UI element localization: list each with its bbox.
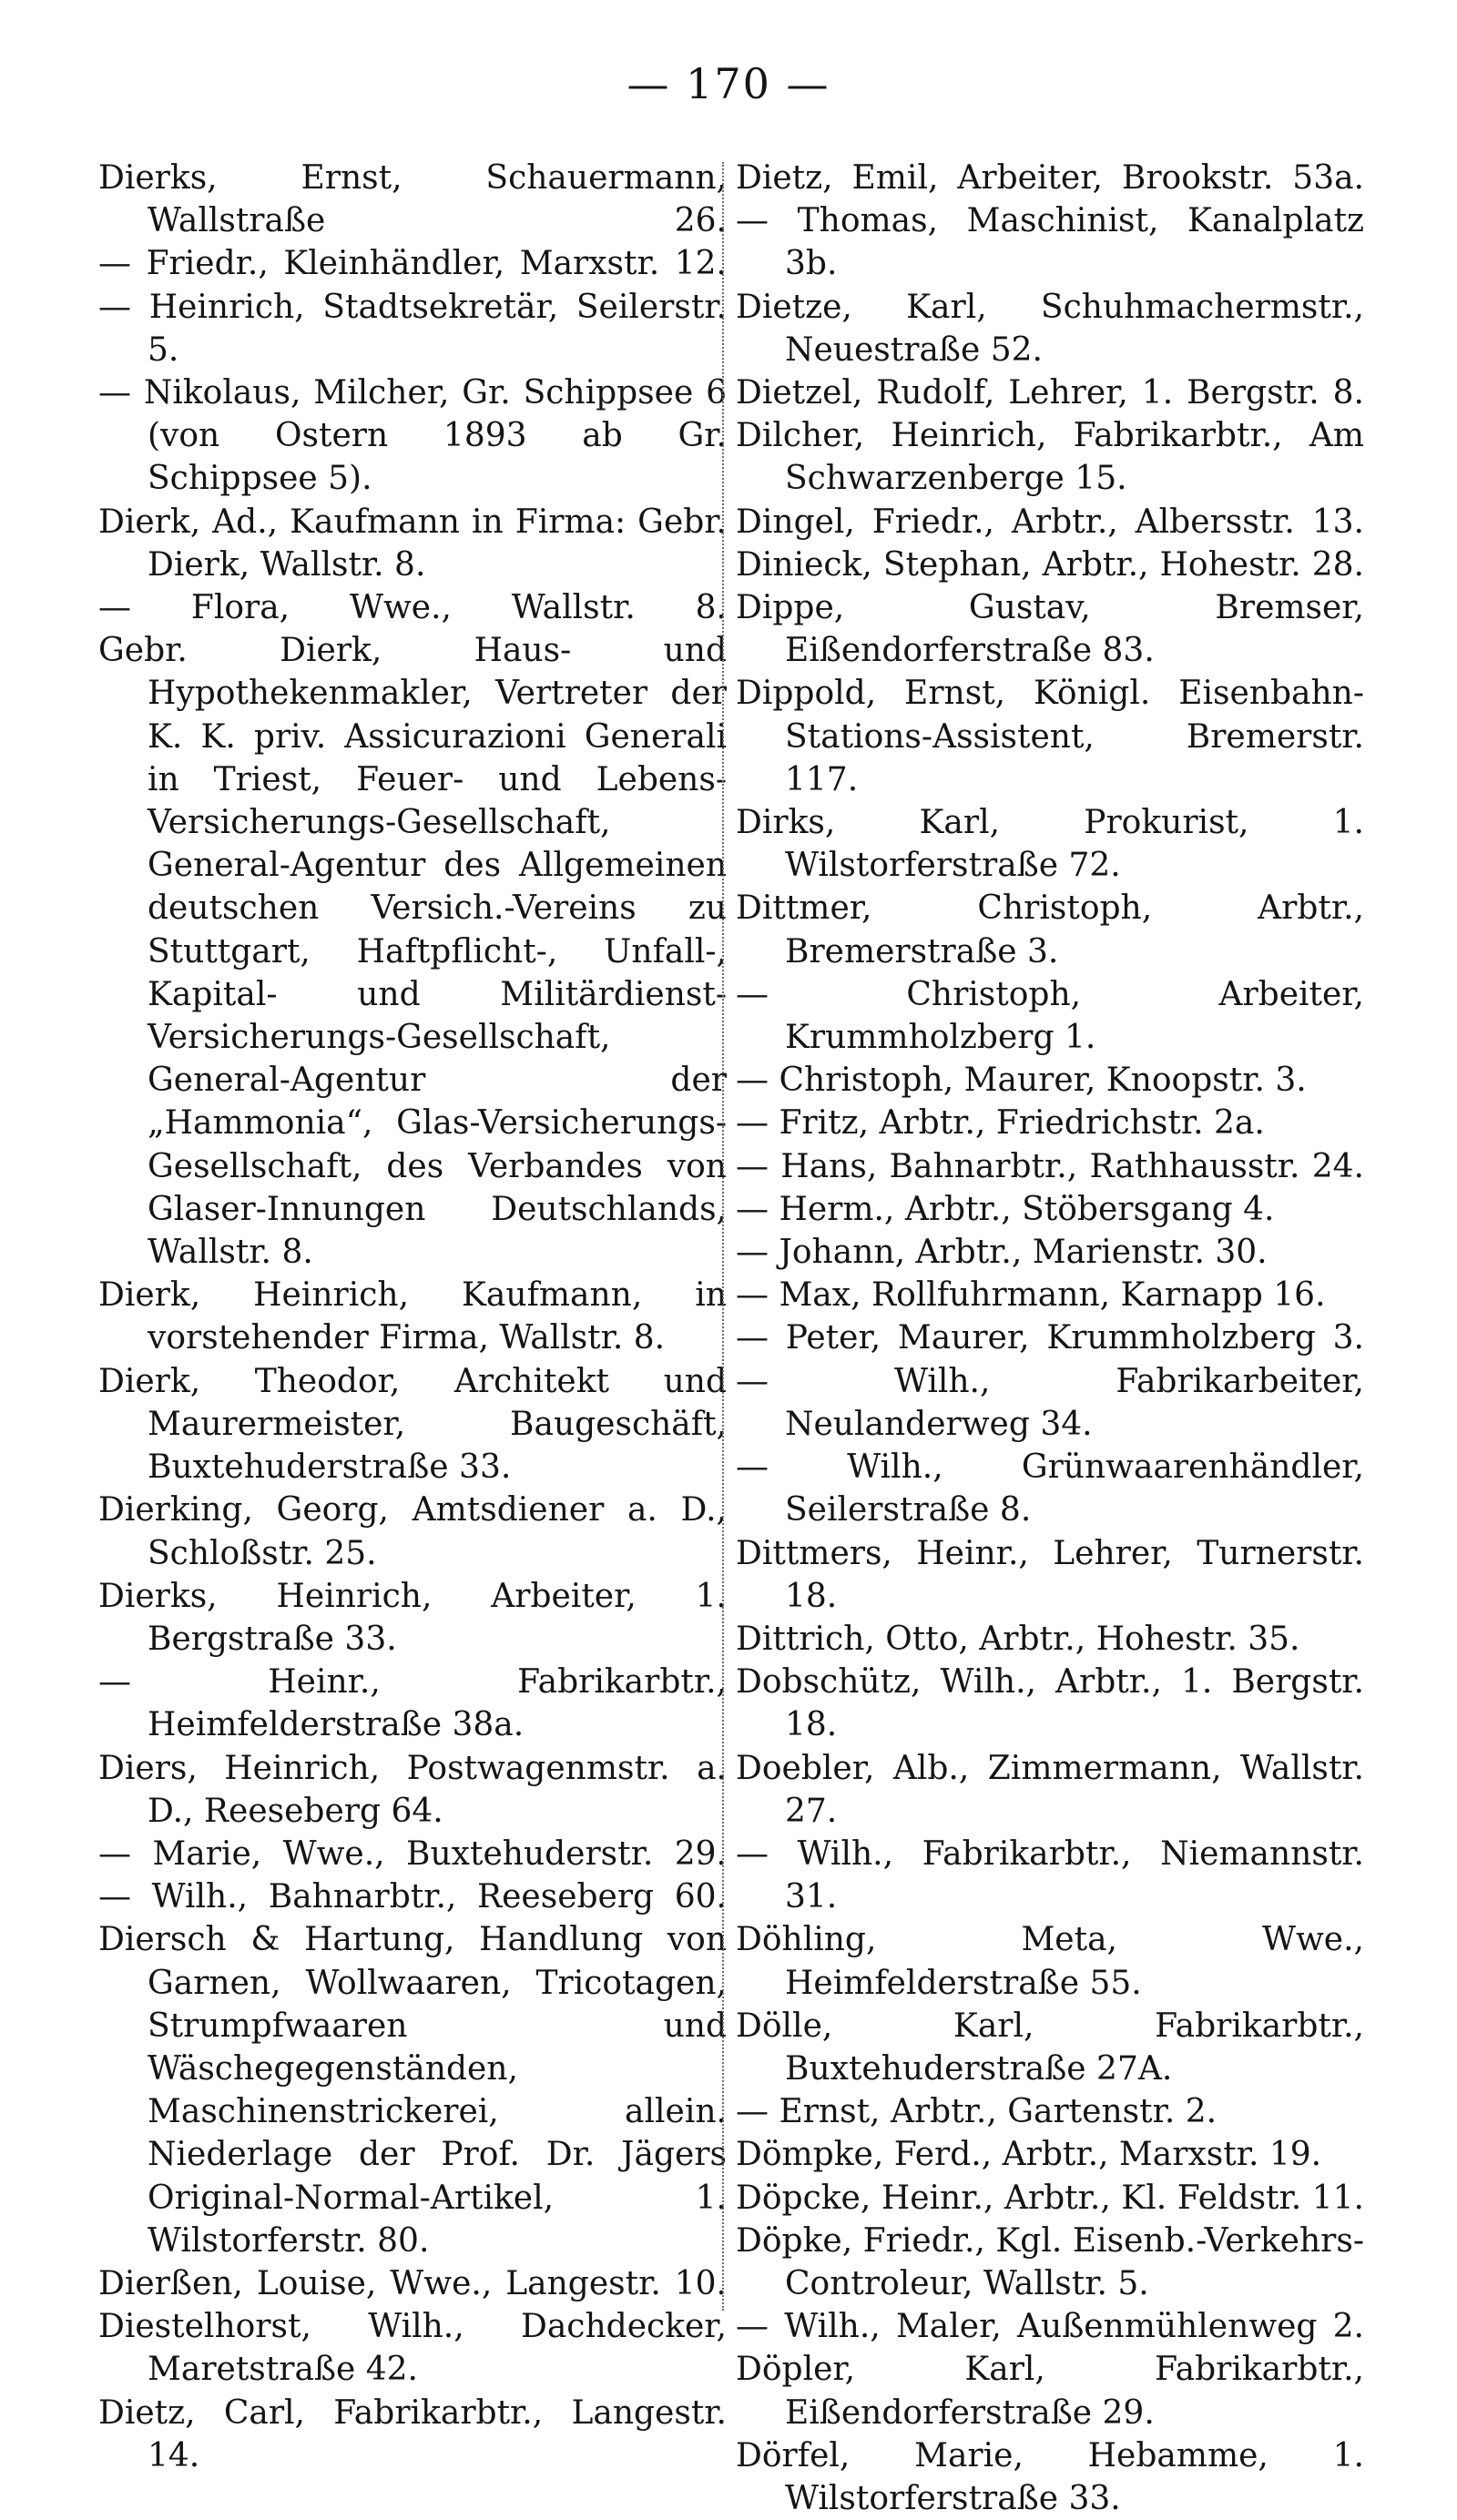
directory-entry: Dilcher, Heinrich, Fabrikarbtr., Am Schwarzenberge 15. xyxy=(736,417,1364,498)
directory-entry: Diers, Heinrich, Postwagenmstr. a. D., Reeseberg 64. xyxy=(98,1749,727,1830)
directory-entry: Dierßen, Louise, Wwe., Langestr. 10. xyxy=(98,2264,727,2302)
directory-entry: Dietze, Karl, Schuhmachermstr., Neuestraße 52. xyxy=(736,288,1364,369)
directory-entry: — Johann, Arbtr., Marienstr. 30. xyxy=(736,1234,1268,1272)
directory-entry: — Wilh., Fabrikarbtr., Niemannstr. 31. xyxy=(736,1834,1364,1916)
right-column xyxy=(736,157,1364,2520)
directory-entry: Dömpke, Ferd., Arbtr., Marxstr. 19. xyxy=(736,2136,1322,2174)
directory-entry: — Wilh., Fabrikarbeiter, Neulanderweg 34. xyxy=(736,1362,1364,1443)
directory-entry: — Ernst, Arbtr., Gartenstr. 2. xyxy=(736,2093,1218,2131)
directory-entry: Dierks, Ernst, Schauermann, Wallstraße 26. xyxy=(98,159,727,240)
directory-entry: Dölle, Karl, Fabrikarbtr., Buxtehuderstraße 27A. xyxy=(736,2007,1364,2088)
directory-entry: Dierk, Theodor, Architekt und Maurermeister, Baugeschäft, Buxtehuderstraße 33. xyxy=(98,1362,727,1487)
directory-entry: Dietzel, Rudolf, Lehrer, 1. Bergstr. 8. xyxy=(736,374,1364,412)
directory-entry: Diestelhorst, Wilh., Dachdecker, Maretstraße 42. xyxy=(98,2308,727,2389)
directory-entry: — Wilh., Bahnarbtr., Reeseberg 60. xyxy=(98,1878,727,1916)
directory-entry: Dierks, Heinrich, Arbeiter, 1. Bergstraße 33. xyxy=(98,1577,727,1658)
directory-entry: Dippe, Gustav, Bremser, Eißendorferstraße 83. xyxy=(736,589,1364,670)
directory-entry: Dittrich, Otto, Arbtr., Hohestr. 35. xyxy=(736,1620,1300,1658)
directory-entry: — Christoph, Arbeiter, Krummholzberg 1. xyxy=(736,975,1364,1057)
directory-entry: — Marie, Wwe., Buxtehuderstr. 29. xyxy=(98,1834,727,1873)
directory-entry: — Peter, Maurer, Krummholzberg 3. xyxy=(736,1319,1364,1357)
directory-entry: — Wilh., Grünwaarenhändler, Seilerstraße 8. xyxy=(736,1448,1364,1529)
directory-entry: Dingel, Friedr., Arbtr., Albersstr. 13. xyxy=(736,503,1364,541)
directory-entry: Dietz, Emil, Arbeiter, Brookstr. 53a. xyxy=(736,159,1364,197)
directory-entry: Dippold, Ernst, Königl. Eisenbahn-Stations-Assistent, Bremerstr. 117. xyxy=(736,675,1364,798)
directory-entry: — Nikolaus, Milcher, Gr. Schippsee 6 (von Ostern 1893 ab Gr. Schippsee 5). xyxy=(98,374,727,498)
directory-entry: Dierking, Georg, Amtsdiener a. D., Schloßstr. 25. xyxy=(98,1491,727,1572)
directory-entry: Döhling, Meta, Wwe., Heimfelderstraße 55. xyxy=(736,1921,1364,2002)
directory-entry: Dietz, Carl, Fabrikarbtr., Langestr. 14. xyxy=(98,2393,727,2474)
page-number: — 170 — xyxy=(627,59,830,108)
directory-entry: — Friedr., Kleinhändler, Marxstr. 12. xyxy=(98,245,727,283)
directory-entry: Döpcke, Heinr., Arbtr., Kl. Feldstr. 11. xyxy=(736,2179,1364,2217)
directory-entry: Diersch & Hartung, Handlung von Garnen, Wollwaaren, Tricotagen, Strumpfwaaren und Wäschegegenständen, Maschinenstrickerei, allein. Niederlage der Prof. Dr. Jägers Original-Normal-Artikel, 1. Wilstorferstr. 80. xyxy=(98,1921,727,2260)
directory-entry: — Flora, Wwe., Wallstr. 8. xyxy=(98,589,727,627)
directory-entry: Dierk, Ad., Kaufmann in Firma: Gebr. Dierk, Wallstr. 8. xyxy=(98,503,727,584)
directory-entry: — Max, Rollfuhrmann, Karnapp 16. xyxy=(736,1276,1326,1315)
directory-entry: Dörfel, Marie, Hebamme, 1. Wilstorferstraße 33. xyxy=(736,2436,1364,2517)
directory-entry: Dittmers, Heinr., Lehrer, Turnerstr. 18. xyxy=(736,1534,1364,1615)
column-divider xyxy=(722,162,724,2311)
directory-entry: — Heinrich, Stadtsekretär, Seilerstr. 5. xyxy=(98,288,727,369)
directory-entry: Döpler, Karl, Fabrikarbtr., Eißendorferstraße 29. xyxy=(736,2351,1364,2432)
directory-entry: Dinieck, Stephan, Arbtr., Hohestr. 28. xyxy=(736,545,1364,584)
directory-entry: — Wilh., Maler, Außenmühlenweg 2. xyxy=(736,2308,1364,2346)
directory-entry: Dittmer, Christoph, Arbtr., Bremerstraße 3. xyxy=(736,889,1364,970)
directory-entry: Dirks, Karl, Prokurist, 1. Wilstorferstraße 72. xyxy=(736,804,1364,885)
directory-entry: — Thomas, Maschinist, Kanalplatz 3b. xyxy=(736,202,1364,283)
directory-entry: Dierk, Heinrich, Kaufmann, in vorstehender Firma, Wallstr. 8. xyxy=(98,1276,727,1357)
directory-entry: Döpke, Friedr., Kgl. Eisenb.-Verkehrs-Controleur, Wallstr. 5. xyxy=(736,2221,1364,2302)
directory-entry: — Heinr., Fabrikarbtr., Heimfelderstraße 38a. xyxy=(98,1663,727,1744)
directory-entry: — Fritz, Arbtr., Friedrichstr. 2a. xyxy=(736,1104,1265,1143)
directory-entry: — Christoph, Maurer, Knoopstr. 3. xyxy=(736,1062,1307,1100)
left-column xyxy=(98,157,727,2477)
directory-entry: Doebler, Alb., Zimmermann, Wallstr. 27. xyxy=(736,1749,1364,1830)
directory-entry: Gebr. Dierk, Haus- und Hypothekenmakler, Vertreter der K. K. priv. Assicurazioni Generali in Triest, Feuer- und Lebens-Versicherungs-Gesellschaft, General-Agentur des Allgemeinen deutschen Versich.-Vereins zu Stuttgart, Haftpflicht-, Unfall-, Kapital- und Militärdienst-Versicherungs-Gesellschaft, General-Agentur der „Hammonia“, Glas-Versicherungs-Gesellschaft, des Verbandes von Glaser-Innungen Deutschlands, Wallstr. 8. xyxy=(98,632,727,1272)
directory-entry: — Herm., Arbtr., Stöbersgang 4. xyxy=(736,1190,1275,1228)
directory-entry: Dobschütz, Wilh., Arbtr., 1. Bergstr. 18. xyxy=(736,1663,1364,1744)
directory-entry: — Hans, Bahnarbtr., Rathhausstr. 24. xyxy=(736,1147,1364,1185)
